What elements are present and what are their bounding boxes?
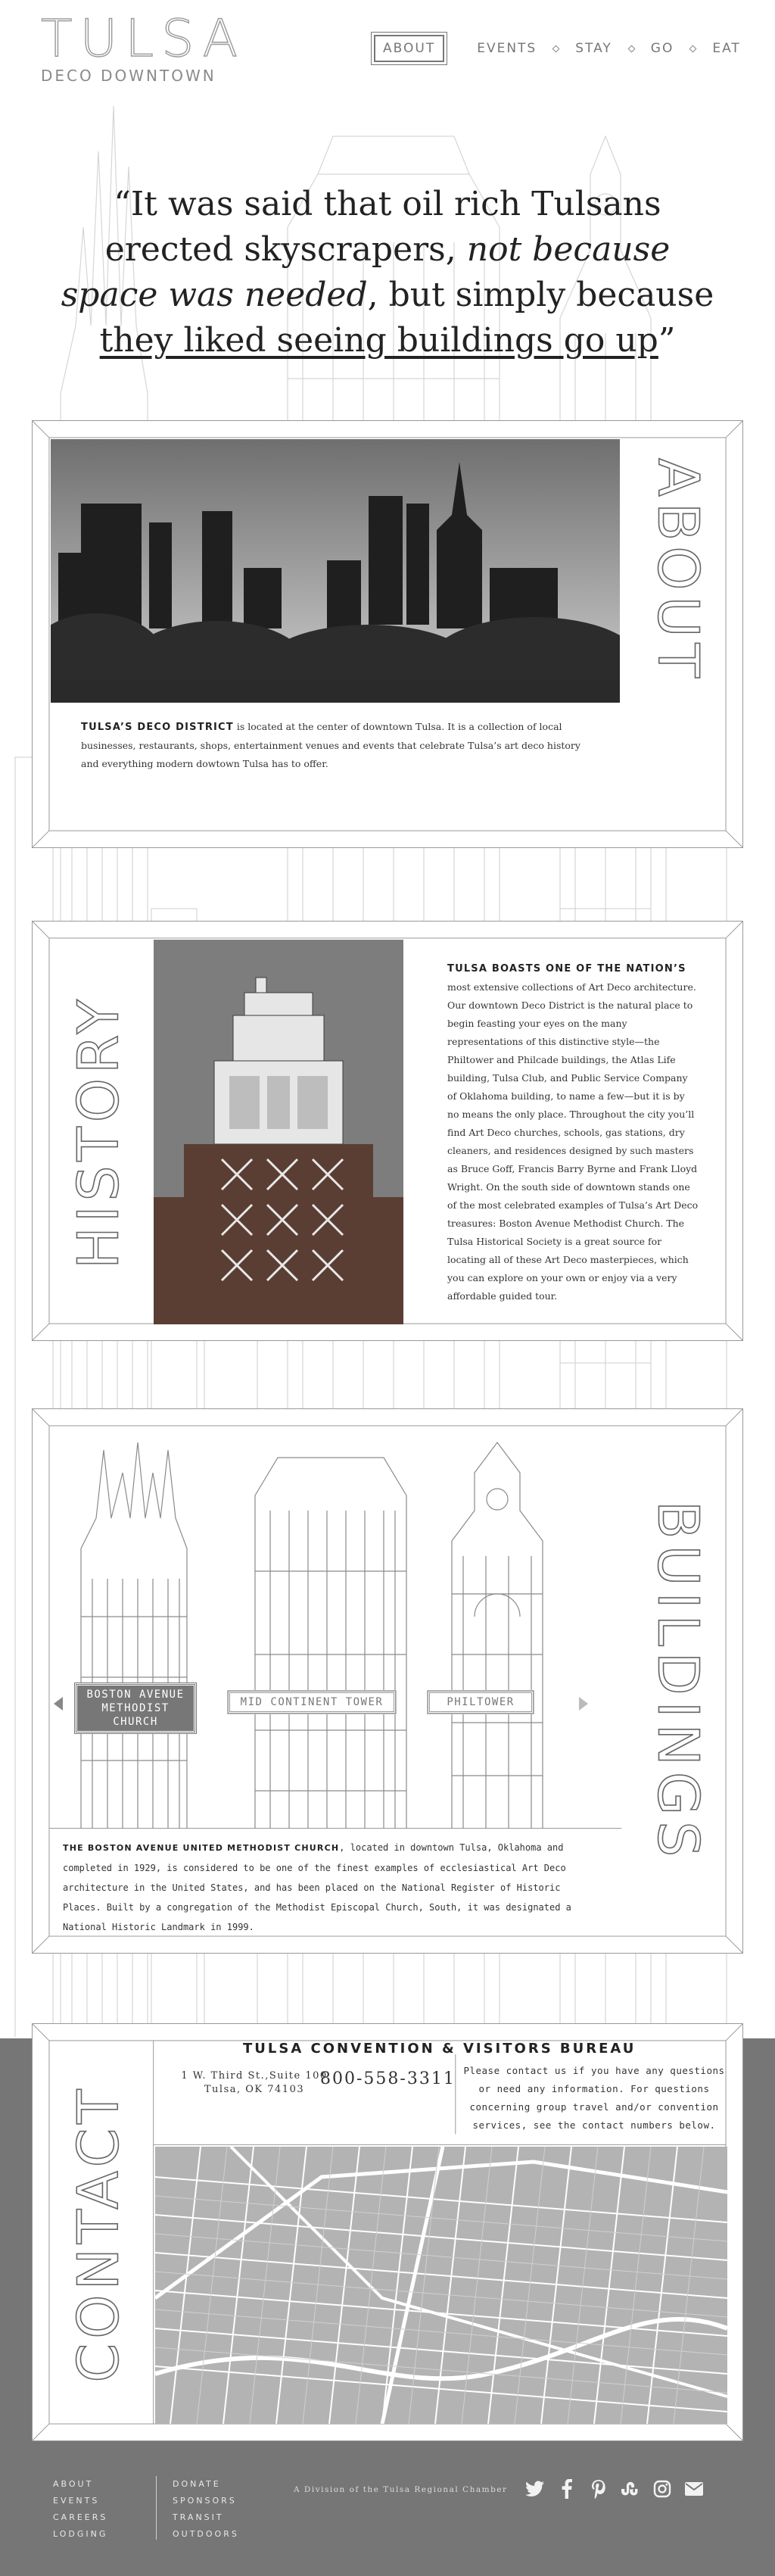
quote-open: “It was said that oil rich Tulsans erected skyscrapers, — [104, 185, 661, 269]
footer-divider — [156, 2476, 157, 2540]
buildings-text: THE BOSTON AVENUE UNITED METHODIST CHURCH, located in downtown Tulsa, Oklahoma and completed in 1929, is considered to be one of the finest examples of ecclesiastical Art Deco architecture in the United States, and has been placed on the National Register of Historic Places. Built by a congregation of the Methodist Episcopal Church, South, it was designated a National Historic Landmark in 1999. — [63, 1842, 571, 1932]
buildings-illustration — [51, 1427, 620, 1829]
history-lead: TULSA BOASTS ONE OF THE NATION’S — [447, 963, 686, 975]
footer-links-secondary — [173, 2476, 239, 2543]
diamond-divider-icon — [689, 45, 697, 52]
building-label-mid-continent[interactable]: MID CONTINENT TOWER — [228, 1691, 396, 1714]
site-header — [0, 0, 775, 98]
contact-section — [32, 2023, 743, 2441]
buildings-section — [32, 1408, 743, 1954]
logo-subtitle: DECO DOWNTOWN — [41, 67, 216, 85]
footer-link-about[interactable]: ABOUT — [53, 2479, 94, 2489]
contact-vertical-heading — [51, 2042, 154, 2425]
building-label-philtower[interactable]: PHILTOWER — [428, 1691, 534, 1714]
hero-quote — [61, 182, 714, 363]
nav-stay[interactable]: STAY — [575, 41, 612, 56]
about-lead: TULSA’S DECO DISTRICT — [81, 722, 234, 733]
previous-arrow-icon[interactable] — [54, 1697, 63, 1711]
nav-events[interactable]: EVENTS — [477, 41, 537, 56]
contact-text: Please contact us if you have any questions or need any information. For questions concerning group travel and/or convention services, see the contact numbers below. — [463, 2065, 725, 2131]
footer-link-transit[interactable]: TRANSIT — [173, 2512, 224, 2522]
contact-phone[interactable]: 800-558-3311 — [320, 2069, 456, 2088]
contact-org-name: TULSA CONVENTION & VISITORS BUREAU — [243, 2041, 636, 2057]
footer-credit: A Division of the Tulsa Regional Chamber — [294, 2485, 508, 2494]
footer-link-lodging[interactable]: LODGING — [53, 2529, 108, 2539]
site-logo[interactable] — [41, 9, 246, 85]
quote-close: ” — [658, 321, 676, 360]
history-vertical-heading — [51, 940, 154, 1324]
svg-text:HISTORY: HISTORY — [66, 995, 132, 1269]
quote-underlined: they liked seeing buildings go up — [99, 321, 658, 360]
buildings-vertical-heading — [623, 1427, 726, 1936]
quote-middle: , but simply because — [367, 276, 714, 314]
philtower-photo — [154, 940, 403, 1324]
footer-link-donate[interactable]: DONATE — [173, 2479, 221, 2489]
twitter-icon[interactable] — [524, 2478, 546, 2500]
diamond-divider-icon — [627, 45, 635, 52]
svg-text:CONTACT: CONTACT — [66, 2085, 132, 2383]
site-footer — [0, 2462, 775, 2576]
pinterest-icon[interactable] — [587, 2478, 610, 2500]
history-text: TULSA BOASTS ONE OF THE NATION’S most extensive collections of Art Deco architecture. Our downtown Deco District is the natural place to begin feasting your eyes on the many representations of this distinctive style—the Philtower and Philcade buildings, the Atlas Life building, Tulsa Club, and Public Service Company of Oklahoma building, to name a few—but it is by no means the only place. Throughout the city you’ll find Art Deco churches, schools, gas stations, dry cleaners, and residences designed by such masters as Bruce Goff, Francis Barry Byrne and Frank Lloyd Wright. On the south side of downtown stands one of the most celebrated examples of Tulsa’s Art Deco treasures: Boston Avenue Methodist Church. The Tulsa Historical Society is a great source for locating all of these Art Deco masterpieces, which you can explore on your own or enjoy via a very affordable guided tour. — [447, 963, 699, 1302]
history-section — [32, 921, 743, 1341]
instagram-icon[interactable] — [651, 2478, 674, 2500]
footer-link-sponsors[interactable]: SPONSORS — [173, 2496, 237, 2506]
footer-link-careers[interactable]: CAREERS — [53, 2512, 108, 2522]
nav-eat[interactable]: EAT — [712, 41, 741, 56]
svg-text:BUILDINGS: BUILDINGS — [645, 1500, 711, 1863]
main-nav — [374, 35, 747, 62]
quote-italic: not because space was needed — [61, 230, 671, 314]
social-links — [524, 2478, 705, 2500]
downtown-skyline-photo — [51, 439, 620, 703]
building-label-boston-avenue[interactable]: BOSTON AVENUE METHODIST CHURCH — [75, 1683, 196, 1733]
logo-title: TULSA — [41, 9, 246, 69]
about-vertical-heading — [623, 439, 726, 703]
footer-link-outdoors[interactable]: OUTDOORS — [173, 2529, 239, 2539]
footer-links-primary — [53, 2476, 107, 2543]
downtown-map[interactable] — [155, 2147, 727, 2424]
about-section — [32, 420, 743, 848]
nav-about[interactable]: ABOUT — [374, 35, 444, 62]
svg-text:ABOUT: ABOUT — [645, 458, 711, 684]
stumbleupon-icon[interactable] — [619, 2478, 642, 2500]
next-arrow-icon[interactable] — [579, 1697, 588, 1711]
footer-link-events[interactable]: EVENTS — [53, 2496, 100, 2506]
buildings-lead: THE BOSTON AVENUE UNITED METHODIST CHURCH — [63, 1843, 340, 1853]
about-text: TULSA’S DECO DISTRICT is located at the center of downtown Tulsa. It is a collection of local businesses, restaurants, shops, entertainment venues and events that celebrate Tulsa’s art deco history and everything modern dowtown Tulsa has to offer. — [81, 721, 580, 769]
diamond-divider-icon — [552, 45, 560, 52]
facebook-icon[interactable] — [556, 2478, 578, 2500]
contact-address: 1 W. Third St.,Suite 100 Tulsa, OK 74103 — [181, 2070, 328, 2095]
nav-go[interactable]: GO — [650, 41, 674, 56]
email-icon[interactable] — [683, 2478, 705, 2500]
